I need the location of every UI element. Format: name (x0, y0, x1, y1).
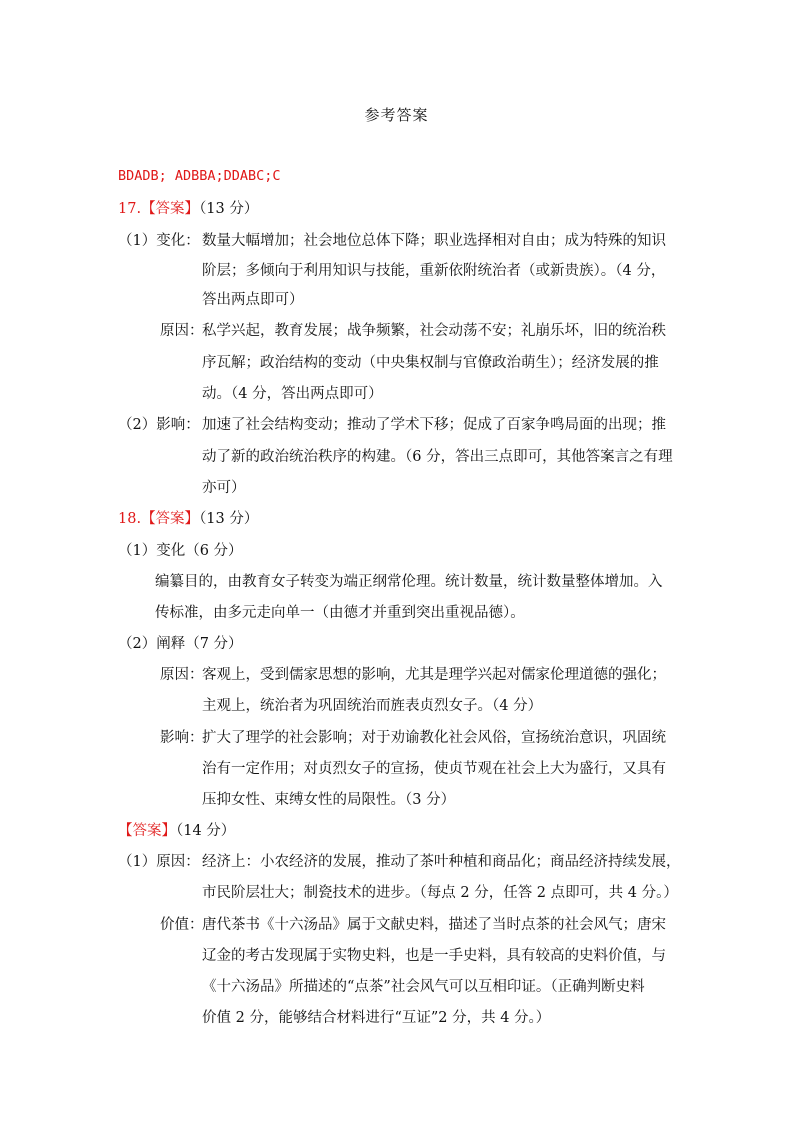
q17-answer-tag: 【答案】 (141, 201, 200, 217)
q17-header (118, 199, 258, 219)
q19-p1-line1: 经济上：小农经济的发展，推动了茶叶种植和商品化；商品经济持续发展， (202, 854, 681, 870)
q17-p1-line2: 阶层；多倾向于利用知识与技能，重新依附统治者（或新贵族）。（4 分， (202, 263, 666, 279)
q17-p2-line2: 动了新的政治统治秩序的构建。（6 分，答出三点即可，其他答案言之有理 (202, 449, 673, 465)
q18-p2b-line3: 压抑女性、束缚女性的局限性。（3 分） (202, 792, 456, 808)
q19-p1b-line4: 价值 2 分，能够结合材料进行“互证”2 分，共 4 分。） (202, 1010, 551, 1026)
q17-p2-label: （2）影响： (118, 417, 200, 433)
q18-p2b-line1: 扩大了理学的社会影响；对于劝谕教化社会风俗，宣扬统治意识，巩固统 (202, 730, 666, 746)
q19-p1b-label: 价值： (160, 917, 204, 933)
q19-score: （14 分） (176, 823, 236, 839)
q17-p1b-label: 原因： (160, 323, 204, 339)
q19-p1b-line2: 辽金的考古发现属于实物史料，也是一手史料，具有较高的史料价值，与 (202, 948, 666, 964)
q17-number: 17. (118, 201, 142, 217)
q18-p1-label: （1）变化（6 分） (118, 543, 243, 559)
q17-p1b-line2: 序瓦解；政治结构的变动（中央集权制与官僚政治萌生）；经济发展的推 (202, 355, 659, 371)
q18-p1-line1: 编纂目的，由教育女子转变为端正纲常伦理。统计数量，统计数量整体增加。入 (155, 574, 663, 590)
q19-p1b-line1: 唐代茶书《十六汤品》属于文献史料，描述了当时点茶的社会风气；唐宋 (202, 917, 666, 933)
choice-answers: BDADB; ADBBA;DDABC;C (118, 168, 281, 184)
q19-answer-tag: 【答案】 (118, 823, 176, 839)
q19-p1-label: （1）原因： (118, 854, 200, 870)
q18-p2a-line2: 主观上，统治者为巩固统治而旌表贞烈女子。（4 分） (202, 698, 543, 714)
q18-score: （13 分） (199, 511, 259, 527)
q18-p2a-label: 原因： (160, 667, 204, 683)
q17-p2-line3: 亦可） (202, 480, 246, 496)
q17-p1-line1: 数量大幅增加；社会地位总体下降；职业选择相对自由；成为特殊的知识 (202, 233, 666, 249)
q18-p2-label: （2）阐释（7 分） (118, 636, 243, 652)
q18-p2b-label: 影响： (160, 730, 204, 746)
q17-p1-label: （1）变化： (118, 233, 200, 249)
q19-p1-line2: 市民阶层壮大；制瓷技术的进步。（每点 2 分，任答 2 点即可，共 4 分。） (202, 885, 678, 901)
q17-p1b-line1: 私学兴起，教育发展；战争频繁，社会动荡不安；礼崩乐坏，旧的统治秩 (202, 323, 666, 339)
q18-p2a-line1: 客观上，受到儒家思想的影响，尤其是理学兴起对儒家伦理道德的强化； (202, 667, 666, 683)
q18-answer-tag: 【答案】 (141, 511, 200, 527)
q18-p2b-line2: 治有一定作用；对贞烈女子的宣扬，使贞节观在社会上大为盛行，又具有 (202, 761, 666, 777)
q17-p1-line3: 答出两点即可） (202, 292, 304, 308)
q17-p1b-line3: 动。（4 分，答出两点即可） (202, 386, 383, 402)
q17-p2-line1: 加速了社会结构变动；推动了学术下移；促成了百家争鸣局面的出现；推 (202, 417, 666, 433)
q18-p1-line2: 传标准，由多元走向单一（由德才并重到突出重视品德）。 (155, 605, 525, 621)
q19-header (118, 821, 235, 841)
q17-score: （13 分） (199, 201, 259, 217)
q19-p1b-line3: 《十六汤品》所描述的“点茶”社会风气可以互相印证。（正确判断史料 (202, 979, 645, 995)
page-title: 参考答案 (364, 106, 429, 124)
q18-number: 18. (118, 511, 142, 527)
q18-header (118, 509, 258, 529)
